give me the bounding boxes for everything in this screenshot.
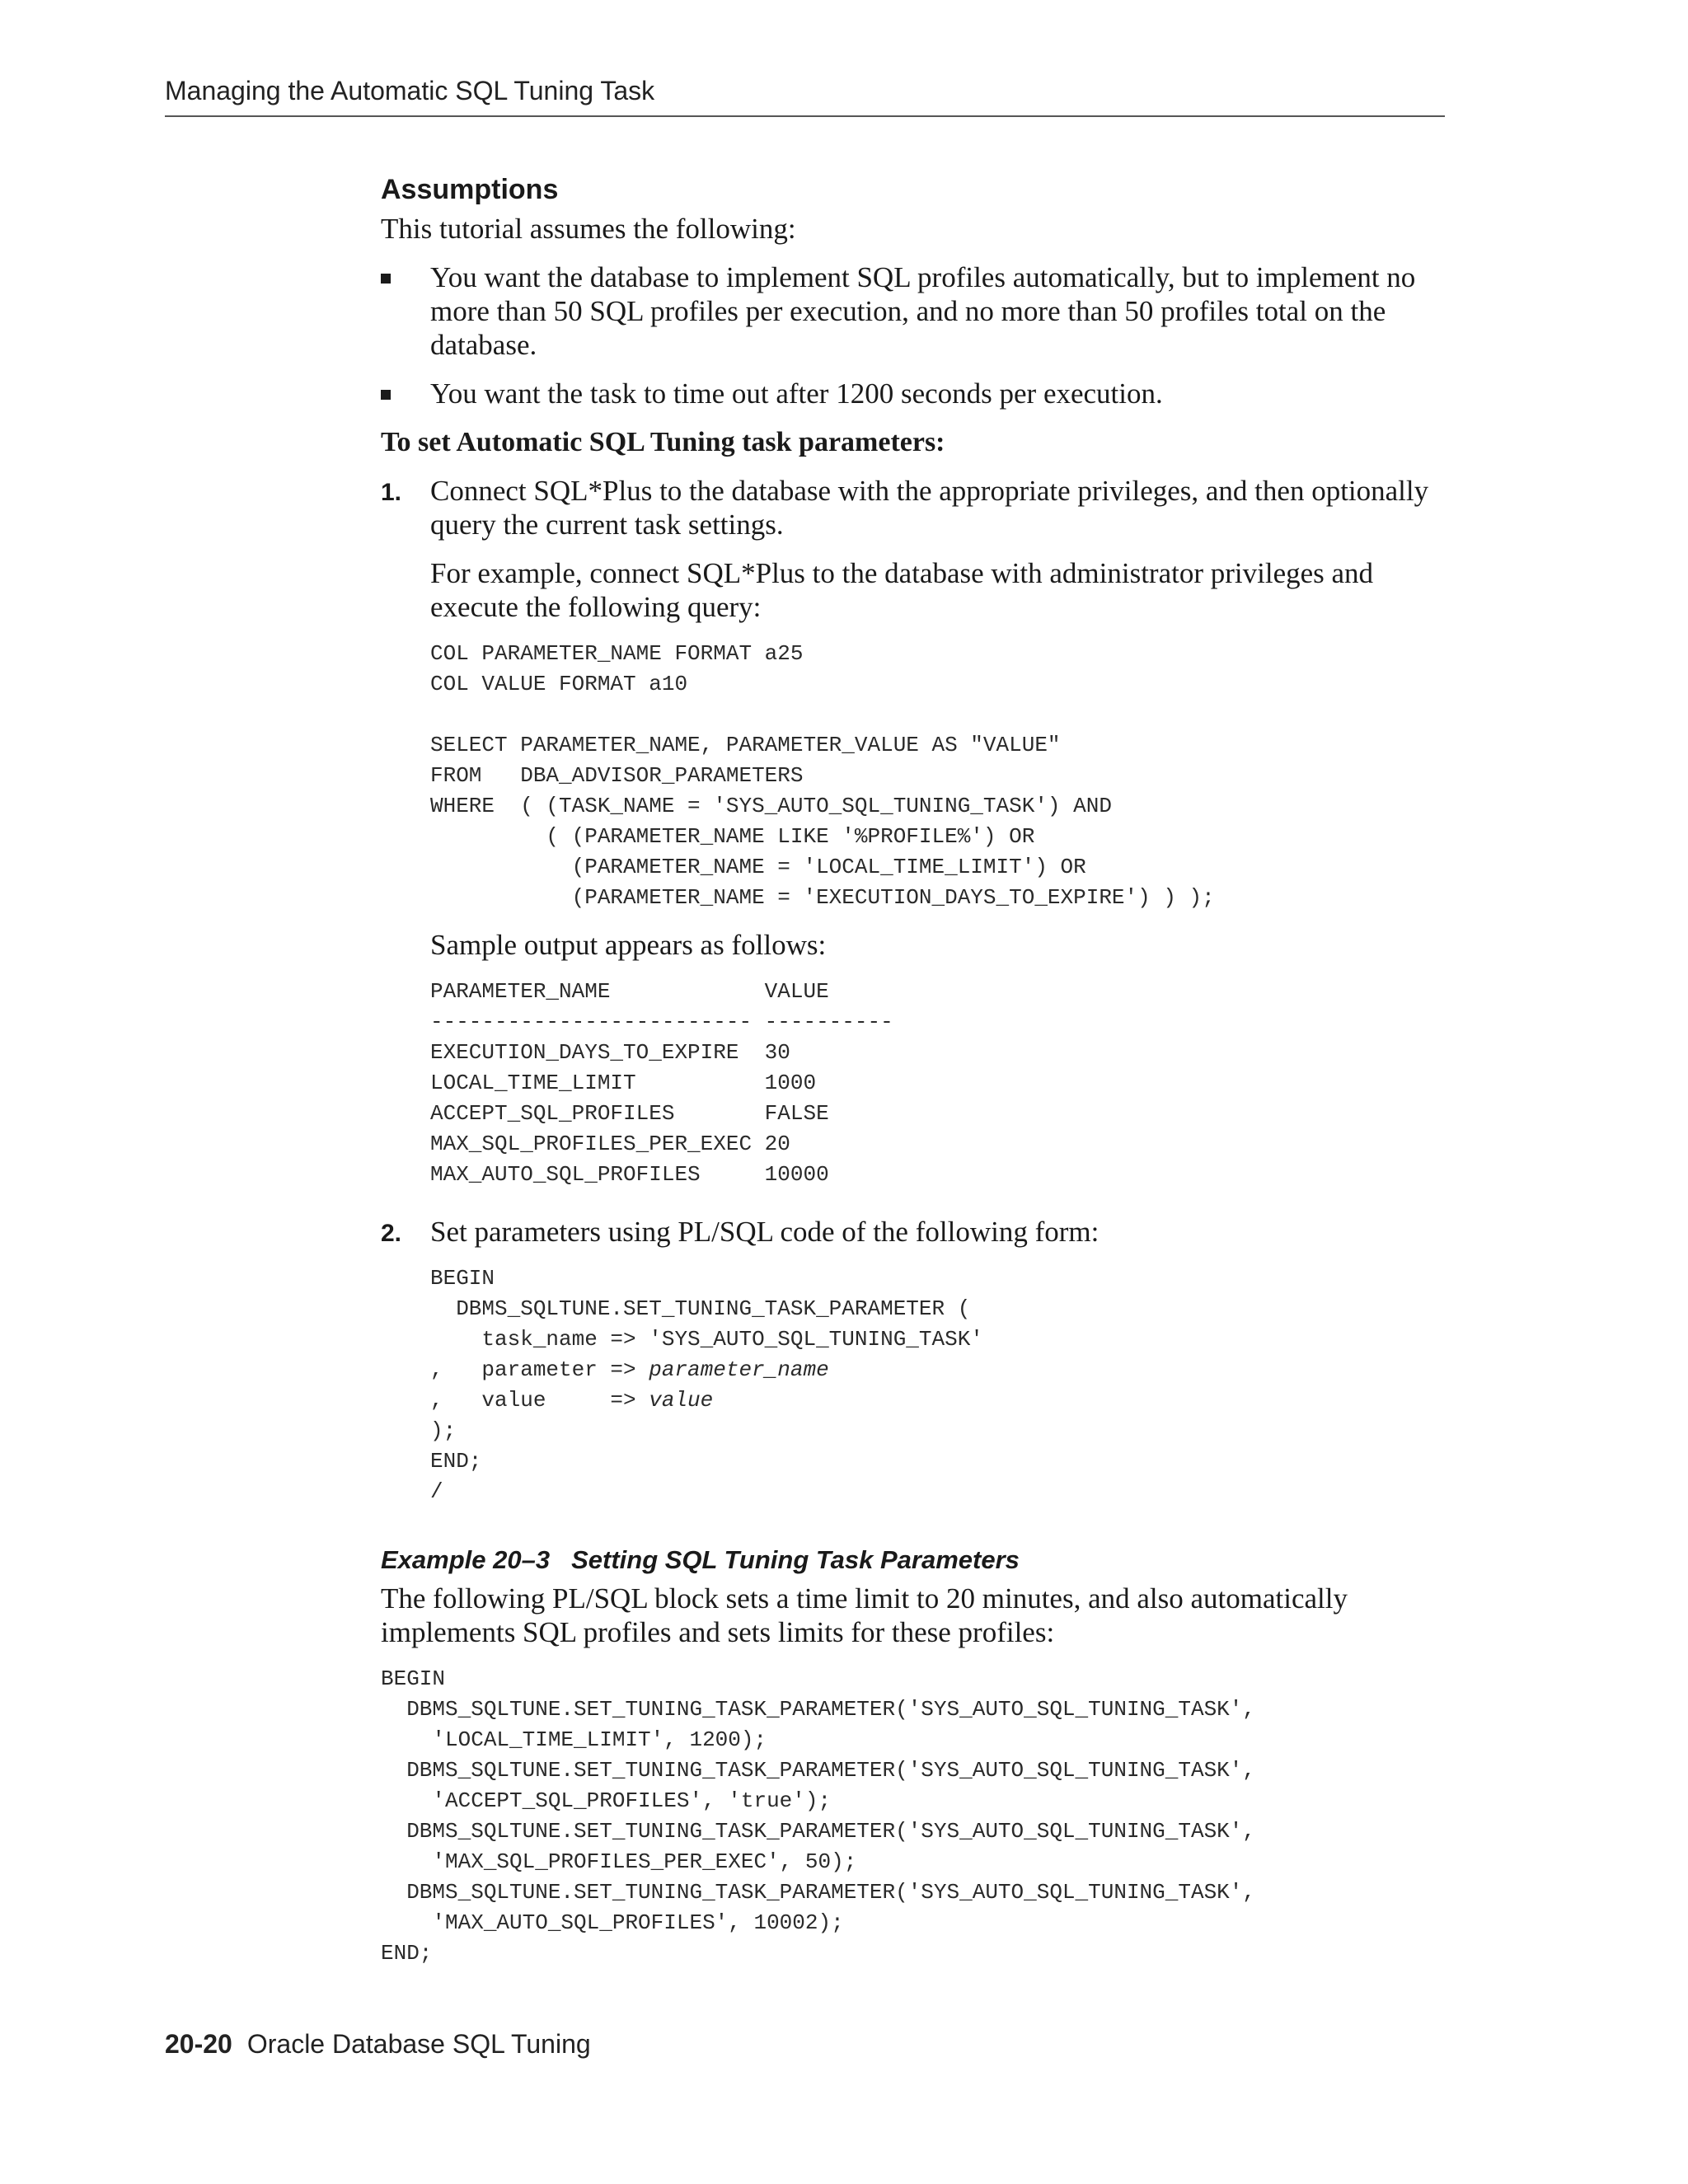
page-footer <box>165 2027 591 2060</box>
step-number: 2. <box>381 1220 402 1247</box>
example-description: The following PL/SQL block sets a time limit to 20 minutes, and also automatically implements SQL profiles and sets limits for these profiles: <box>381 1582 1348 1648</box>
procedure-step-2 <box>381 1215 1452 1507</box>
assumptions-heading: Assumptions <box>381 174 559 205</box>
step-example-text: For example, connect SQL*Plus to the database with administrator privileges and execute the following query: <box>430 557 1374 623</box>
step-text: Connect SQL*Plus to the database with the appropriate privileges, and then optionally query the current task settings. <box>430 475 1429 541</box>
sample-output-label: Sample output appears as follows: <box>430 929 827 961</box>
header-rule <box>165 115 1445 117</box>
procedure-title: To set Automatic SQL Tuning task parameters: <box>381 427 945 457</box>
example-title-text: Setting SQL Tuning Task Parameters <box>571 1545 1020 1574</box>
running-header: Managing the Automatic SQL Tuning Task <box>165 76 655 105</box>
code-segment: ); END; / <box>430 1418 482 1504</box>
assumption-item <box>381 377 1452 410</box>
plsql-form-code-block <box>430 1263 1452 1507</box>
example-label: Example 20–3 <box>381 1545 551 1574</box>
code-segment: , value => <box>430 1388 636 1413</box>
assumptions-list <box>381 260 1452 410</box>
example-title <box>381 1544 1452 1577</box>
main-content <box>381 169 1452 1969</box>
bullet-square-icon <box>381 274 391 284</box>
book-title: Oracle Database SQL Tuning <box>246 2029 591 2059</box>
query-code-block: COL PARAMETER_NAME FORMAT a25 COL VALUE FORMAT a10 SELECT PARAMETER_NAME, PARAMETER_VALUE AS "VALUE" FROM DBA_ADVISOR_PARAMETERS WHERE ( (TASK_NAME = 'SYS_AUTO_SQL_TUNING_TASK') AND ( (PARAMETER_NAME LIKE '%PROFILE%') OR (PARAMETER_NAME = 'LOCAL_TIME_LIMIT') OR (PARAMETER_NAME = 'EXECUTION_DAYS_TO_EXPIRE') ) ); <box>430 641 1215 910</box>
procedure-step-1 <box>381 474 1452 1190</box>
assumption-text: You want the database to implement SQL profiles automatically, but to implement no more than 50 SQL profiles per execution, and no more than 50 profiles total on the database. <box>430 261 1416 361</box>
procedure-steps <box>381 474 1452 1507</box>
code-placeholder-value: value <box>649 1388 714 1413</box>
example-code-block: BEGIN DBMS_SQLTUNE.SET_TUNING_TASK_PARAMETER('SYS_AUTO_SQL_TUNING_TASK', 'LOCAL_TIME_LIMIT', 1200); DBMS_SQLTUNE.SET_TUNING_TASK_PARAMETER('SYS_AUTO_SQL_TUNING_TASK', 'ACCEPT_SQL_PROFILES', 'true'); DBMS_SQLTUNE.SET_TUNING_TASK_PARAMETER('SYS_AUTO_SQL_TUNING_TASK', 'MAX_SQL_PROFILES_PER_EXEC', 50); DBMS_SQLTUNE.SET_TUNING_TASK_PARAMETER('SYS_AUTO_SQL_TUNING_TASK', 'MAX_AUTO_SQL_PROFILES', 10002); END; <box>381 1666 1255 1966</box>
assumption-text: You want the task to time out after 1200 seconds per execution. <box>430 377 1163 410</box>
page-number: 20-20 <box>165 2029 232 2059</box>
code-placeholder-parameter: parameter_name <box>649 1357 829 1382</box>
sample-output-block: PARAMETER_NAME VALUE ------------------------- ---------- EXECUTION_DAYS_TO_EXPIRE 30 LOCAL_TIME_LIMIT 1000 ACCEPT_SQL_PROFILES FALSE MAX_SQL_PROFILES_PER_EXEC 20 MAX_AUTO_SQL_PROFILES 10000 <box>430 979 893 1187</box>
assumption-item <box>381 260 1452 362</box>
step-text: Set parameters using PL/SQL code of the following form: <box>430 1216 1100 1248</box>
code-segment: BEGIN DBMS_SQLTUNE.SET_TUNING_TASK_PARAMETER ( task_name => 'SYS_AUTO_SQL_TUNING_TASK' , parameter => <box>430 1266 983 1382</box>
step-number: 1. <box>381 479 402 506</box>
bullet-square-icon <box>381 390 391 400</box>
assumptions-intro: This tutorial assumes the following: <box>381 213 796 245</box>
